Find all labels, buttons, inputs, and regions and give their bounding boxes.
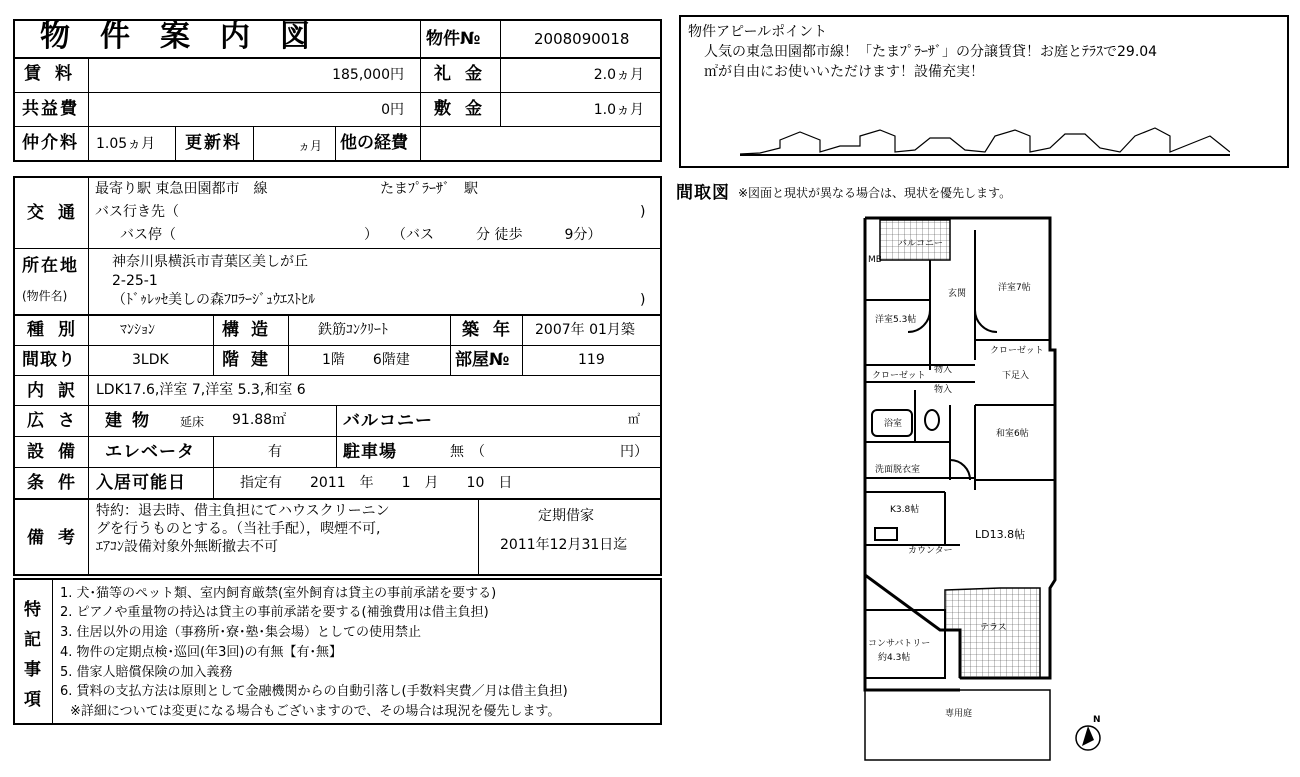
elevator-label: エレベータ xyxy=(105,442,195,462)
room-counter: カウンター xyxy=(908,546,953,556)
rent-value: 185,000円 xyxy=(332,67,404,83)
remarks-label: 備考 xyxy=(27,528,89,548)
houses-skyline-illustration xyxy=(740,122,1230,156)
north-label: N xyxy=(1093,715,1101,725)
property-no-value: 2008090018 xyxy=(534,30,630,48)
special-label-2: 記 xyxy=(24,630,43,650)
special-item-6: 6. 賃料の支払方法は原則として金融機関からの自動引落し(手数料実費／月は借主負担) xyxy=(60,684,568,699)
built-year-value: 2007年 01月築 xyxy=(535,322,635,338)
key-money-label: 礼金 xyxy=(434,64,496,84)
property-name-close: ) xyxy=(640,292,646,308)
type-label: 種別 xyxy=(27,320,89,340)
structure-label: 構造 xyxy=(222,320,280,340)
room-western-7: 洋室7帖 xyxy=(998,283,1031,293)
built-year-label: 築年 xyxy=(462,320,524,340)
layout-value: 3LDK xyxy=(132,352,169,368)
parking-unit: 円） xyxy=(620,444,648,460)
room-shoe-cabinet: 下足入 xyxy=(1002,371,1030,381)
building-label: 建物 xyxy=(105,411,159,431)
remarks-text-1: 特約：退去時、借主負担にてハウスクリーニン xyxy=(96,503,390,519)
special-item-3: 3. 住居以外の用途（事務所･寮･塾･集会場）としての使用禁止 xyxy=(60,625,422,640)
special-note: ※詳細については変更になる場合もございますので、その場合は現況を優先します。 xyxy=(70,704,561,719)
parking-label: 駐車場 xyxy=(343,442,397,462)
type-value: ﾏﾝｼｮﾝ xyxy=(120,322,155,338)
bus-destination-close: ) xyxy=(640,204,646,220)
special-label-1: 特 xyxy=(24,600,43,620)
bus-destination: バス行き先（ xyxy=(95,204,179,220)
common-fee-value: 0円 xyxy=(381,102,404,118)
room-closet-2: クローゼット xyxy=(990,346,1044,356)
transport-label: 交通 xyxy=(27,203,89,223)
room-entrance: 玄関 xyxy=(948,289,967,299)
address-line-2: 2-25-1 xyxy=(112,273,158,289)
room-ld: LD13.8帖 xyxy=(975,528,1026,541)
agency-fee-label: 仲介料 xyxy=(22,133,79,153)
address-line-1: 神奈川県横浜市青葉区美しが丘 xyxy=(112,254,308,270)
parking-value: 無 （ xyxy=(450,444,485,460)
floor-plan-drawing xyxy=(850,210,1120,770)
move-in-label: 入居可能日 xyxy=(96,473,186,493)
property-name: （ﾄﾞｩﾚｯｾ美しの森ﾌﾛﾗｰｼﾞｭｳｴｽﾄﾋﾙ xyxy=(112,292,315,308)
room-storage-2: 物入 xyxy=(934,385,953,395)
remarks-text-3: ｴｱｺﾝ設備対象外無断撤去不可 xyxy=(96,539,278,555)
deposit-label: 敷金 xyxy=(434,99,496,119)
appeal-line-2: ㎡が自由にお使いいただけます！設備充実！ xyxy=(704,64,984,80)
area-label: 広さ xyxy=(27,411,89,431)
common-fee-label: 共益費 xyxy=(22,99,79,119)
room-no-value: 119 xyxy=(578,352,605,368)
appeal-line-1: 人気の東急田園都市線！「たまﾌﾟﾗｰｻﾞ」の分譲賃貸！お庭とﾃﾗｽで29.04 xyxy=(704,44,1158,60)
layout-label: 間取り xyxy=(22,350,76,370)
balcony-unit: ㎡ xyxy=(628,412,641,426)
floor-area-value: 91.88㎡ xyxy=(232,412,287,428)
room-storage-1: 物入 xyxy=(934,365,953,375)
special-label-4: 項 xyxy=(24,690,43,710)
nearest-station-line: 最寄り駅 東急田園都市 線 xyxy=(95,181,268,197)
room-western-5-3: 洋室5.3帖 xyxy=(875,315,917,325)
remarks-text-2: グを行うものとする。（当社手配），喫煙不可, xyxy=(96,521,381,537)
fixed-term-lease-title: 定期借家 xyxy=(538,508,594,524)
nearest-station-name: たまﾌﾟﾗｰｻﾞ 駅 xyxy=(380,181,478,197)
room-garden: 専用庭 xyxy=(945,709,973,719)
special-item-5: 5. 借家人賠償保険の加入義務 xyxy=(60,665,233,680)
bus-stop: バス停（ xyxy=(120,227,176,243)
floor-label: 階建 xyxy=(222,350,280,370)
breakdown-label: 内訳 xyxy=(27,381,89,401)
room-no-label: 部屋№ xyxy=(455,350,510,370)
floorplan-note: ※図面と現状が異なる場合は、現状を優先します。 xyxy=(738,186,1012,200)
appeal-title: 物件アピールポイント xyxy=(688,24,828,40)
move-in-value: 指定有 2011 年 1 月 10 日 xyxy=(240,475,513,491)
room-conservatory-size: 約4.3帖 xyxy=(878,653,911,663)
special-item-4: 4. 物件の定期点検･巡回(年3回)の有無【有･無】 xyxy=(60,645,342,660)
room-japanese-6: 和室6帖 xyxy=(996,429,1029,439)
bus-walk-time: ） （バス 分 徒歩 9分） xyxy=(364,227,602,243)
deposit-value: 1.0ヵ月 xyxy=(593,102,644,118)
balcony-label: バルコニー xyxy=(343,411,433,431)
agency-fee-value: 1.05ヵ月 xyxy=(96,136,156,152)
renewal-fee-label: 更新料 xyxy=(185,133,242,153)
renewal-fee-value: ヵ月 xyxy=(298,139,323,153)
room-mb: MB xyxy=(868,255,882,265)
room-terrace: テラス xyxy=(980,623,1007,633)
equipment-label: 設備 xyxy=(27,442,89,462)
fixed-term-lease-date: 2011年12月31日迄 xyxy=(500,537,628,553)
room-balcony-top: バルコニー xyxy=(898,239,944,249)
floor-value: 1階 6階建 xyxy=(322,352,410,368)
structure-value: 鉄筋ｺﾝｸﾘｰﾄ xyxy=(318,322,388,338)
special-item-1: 1. 犬･猫等のペット類、室内飼育厳禁(室外飼育は貸主の事前承諾を要する) xyxy=(60,586,497,601)
property-no-label: 物件№ xyxy=(426,29,481,49)
breakdown-value: LDK17.6,洋室 7,洋室 5.3,和室 6 xyxy=(96,382,306,398)
room-closet-1: クローゼット xyxy=(872,371,926,381)
north-arrow-icon xyxy=(1076,715,1101,750)
special-item-2: 2. ピアノや重量物の持込は貸主の事前承諾を要する(補強費用は借主負担) xyxy=(60,605,489,620)
special-label-3: 事 xyxy=(24,660,43,680)
room-bath: 浴室 xyxy=(884,419,903,429)
room-conservatory: コンサバトリー xyxy=(868,639,931,649)
elevator-value: 有 xyxy=(268,444,282,460)
rent-label: 賃料 xyxy=(24,64,86,84)
property-name-label: (物件名) xyxy=(22,289,68,303)
location-label: 所在地 xyxy=(22,256,79,276)
room-kitchen: K3.8帖 xyxy=(890,505,920,515)
conditions-label: 条件 xyxy=(27,473,89,493)
floor-area-label: 延床 xyxy=(180,415,205,429)
other-expenses-label: 他の経費 xyxy=(340,133,408,153)
key-money-value: 2.0ヵ月 xyxy=(593,67,644,83)
floorplan-title: 間取図 xyxy=(676,183,730,203)
room-washroom: 洗面脱衣室 xyxy=(875,465,921,475)
page-title: 物件案内図 xyxy=(40,19,340,54)
